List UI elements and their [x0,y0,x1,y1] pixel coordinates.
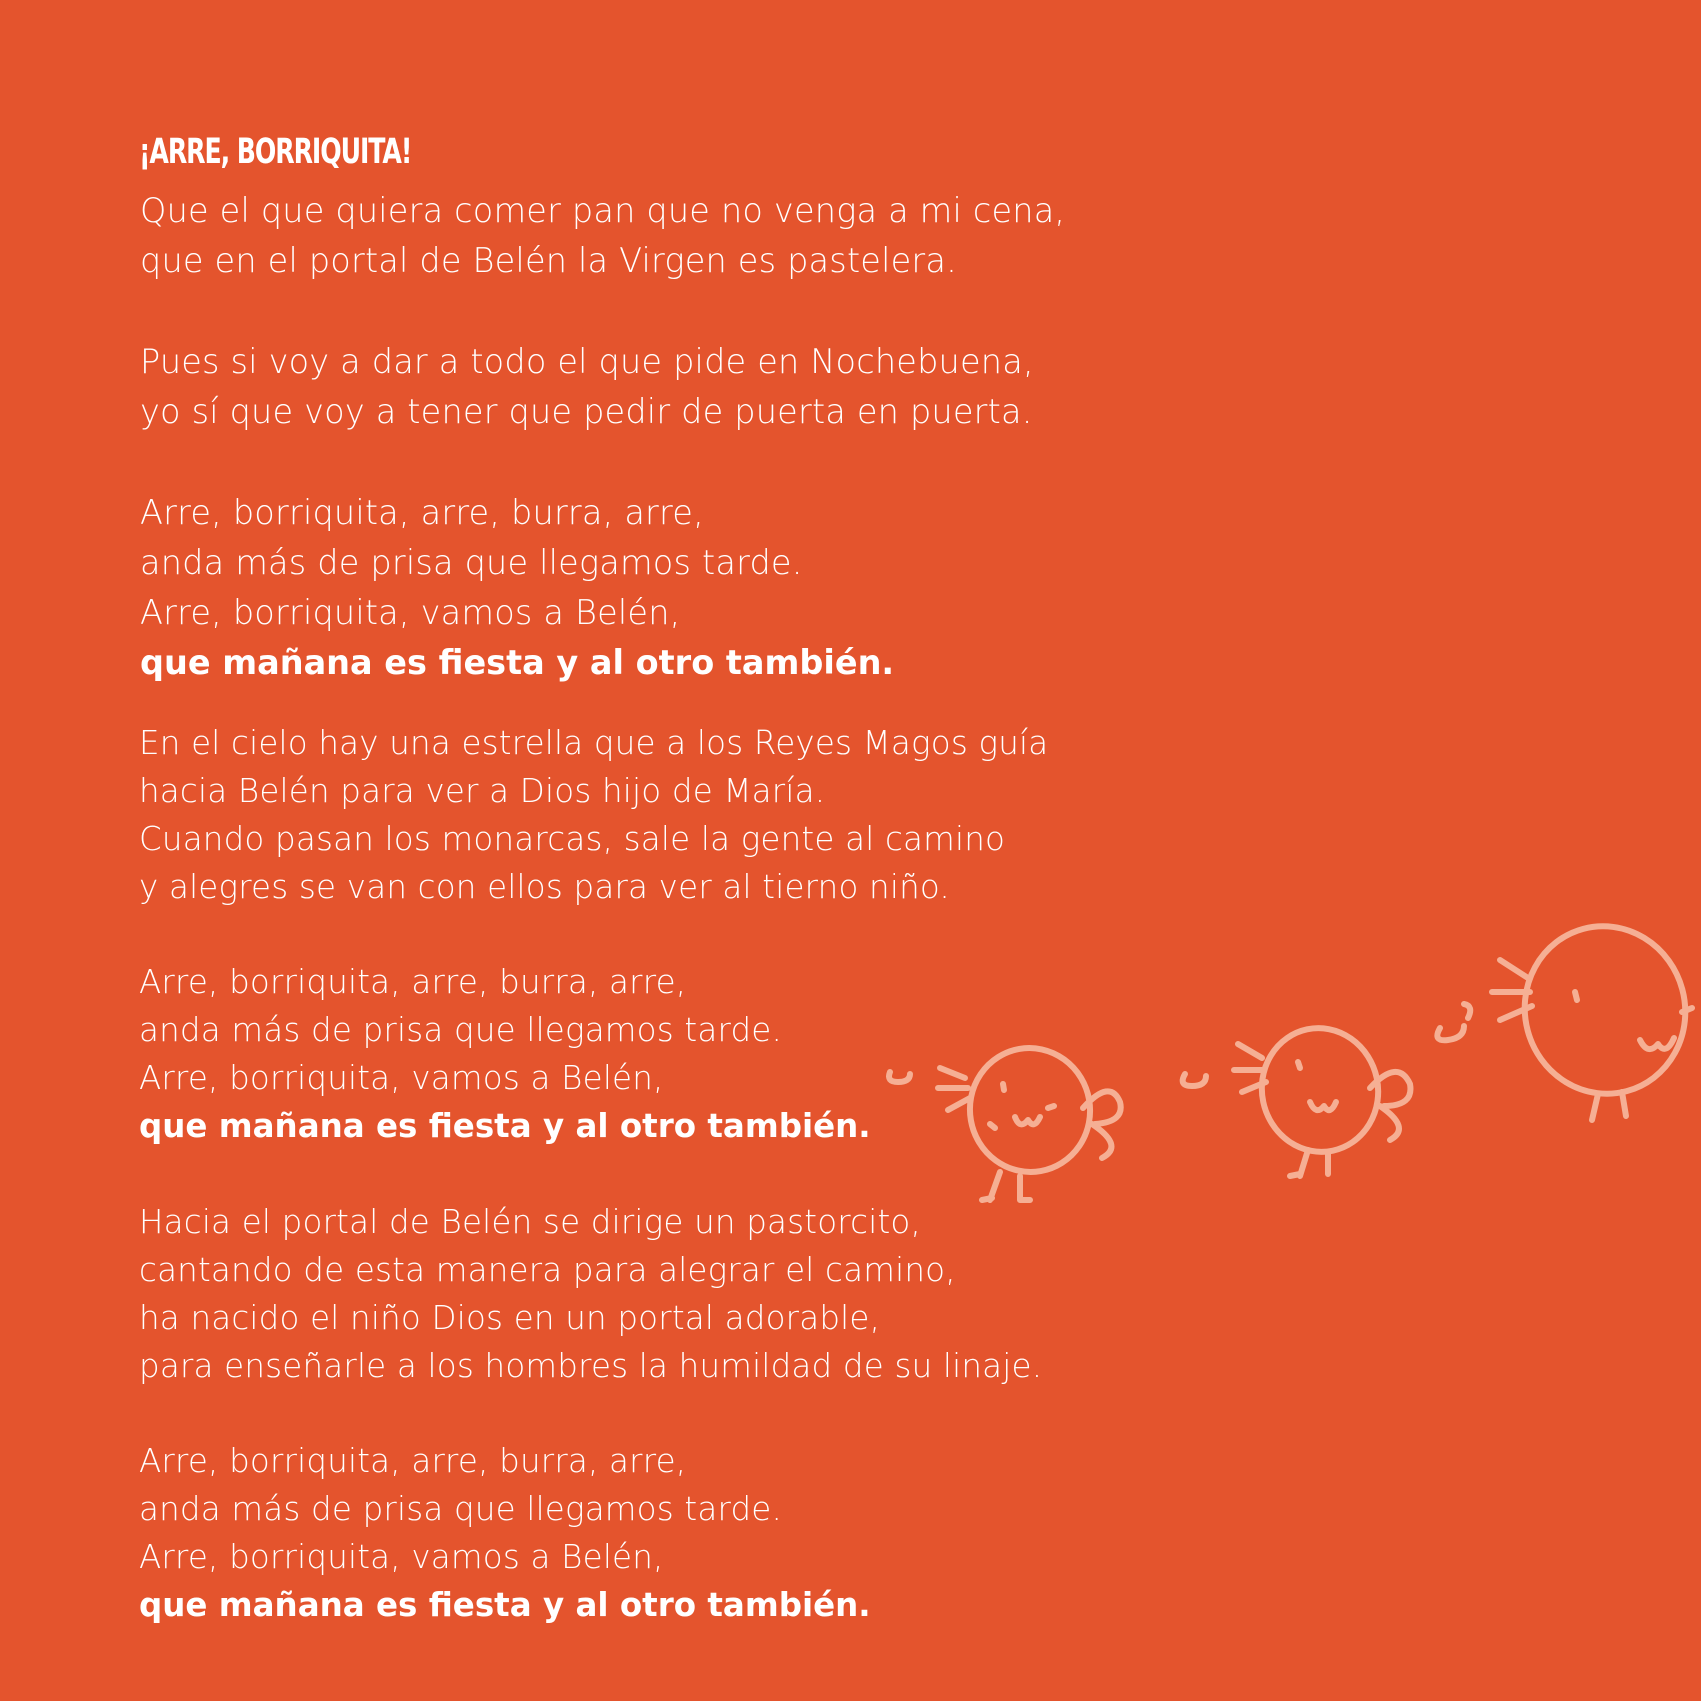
song-title: ¡ARRE, BORRIQUITA! [139,132,412,172]
chorus-line: Arre, borriquita, vamos a Belén, [139,1059,664,1097]
chorus-line: anda más de prisa que llegamos tarde. [140,543,803,582]
verse-line: y alegres se van con ellos para ver al tierno niño. [139,868,950,906]
chick-icon [1183,1017,1411,1176]
verse-line: Cuando pasan los monarcas, sale la gente al camino [139,820,1006,858]
stanza-1 [140,186,1065,286]
chorus-3 [139,1437,871,1629]
chorus-line: Arre, borriquita, vamos a Belén, [140,593,681,632]
chorus-2 [139,958,871,1150]
chick-icon [1437,910,1701,1120]
verse-line: que en el portal de Belén la Virgen es pastelera. [140,241,957,280]
verse-line: Que el que quiera comer pan que no venga a mi cena, [140,191,1066,230]
verse-line: Pues si voy a dar a todo el que pide en Nochebuena, [140,342,1034,381]
verse-line: yo sí que voy a tener que pedir de puerta en puerta. [140,392,1033,431]
chorus-refrain-line: que mañana es fiesta y al otro también. [139,1586,871,1624]
chick-doodles-illustration [870,910,1701,1230]
chorus-line: anda más de prisa que llegamos tarde. [139,1490,783,1528]
verse-line: Hacia el portal de Belén se dirige un pastorcito, [139,1203,922,1241]
verse-line: cantando de esta manera para alegrar el camino, [139,1251,956,1289]
chorus-1 [140,488,894,688]
chorus-line: Arre, borriquita, vamos a Belén, [139,1538,664,1576]
chorus-refrain-line: que mañana es fiesta y al otro también. [139,1107,871,1145]
chorus-line: Arre, borriquita, arre, burra, arre, [140,493,704,532]
verse-line: para enseñarle a los hombres la humildad de su linaje. [139,1347,1043,1385]
chick-icon [889,1039,1121,1200]
stanza-3 [139,719,1048,911]
chorus-refrain-line: que mañana es fiesta y al otro también. [140,643,895,682]
chorus-line: Arre, borriquita, arre, burra, arre, [139,1442,687,1480]
verse-line: hacia Belén para ver a Dios hijo de María. [139,772,826,810]
chorus-line: Arre, borriquita, arre, burra, arre, [139,963,687,1001]
stanza-2 [140,337,1034,437]
verse-line: ha nacido el niño Dios en un portal adorable, [139,1299,881,1337]
verse-line: En el cielo hay una estrella que a los Reyes Magos guía [139,724,1049,762]
chorus-line: anda más de prisa que llegamos tarde. [139,1011,783,1049]
